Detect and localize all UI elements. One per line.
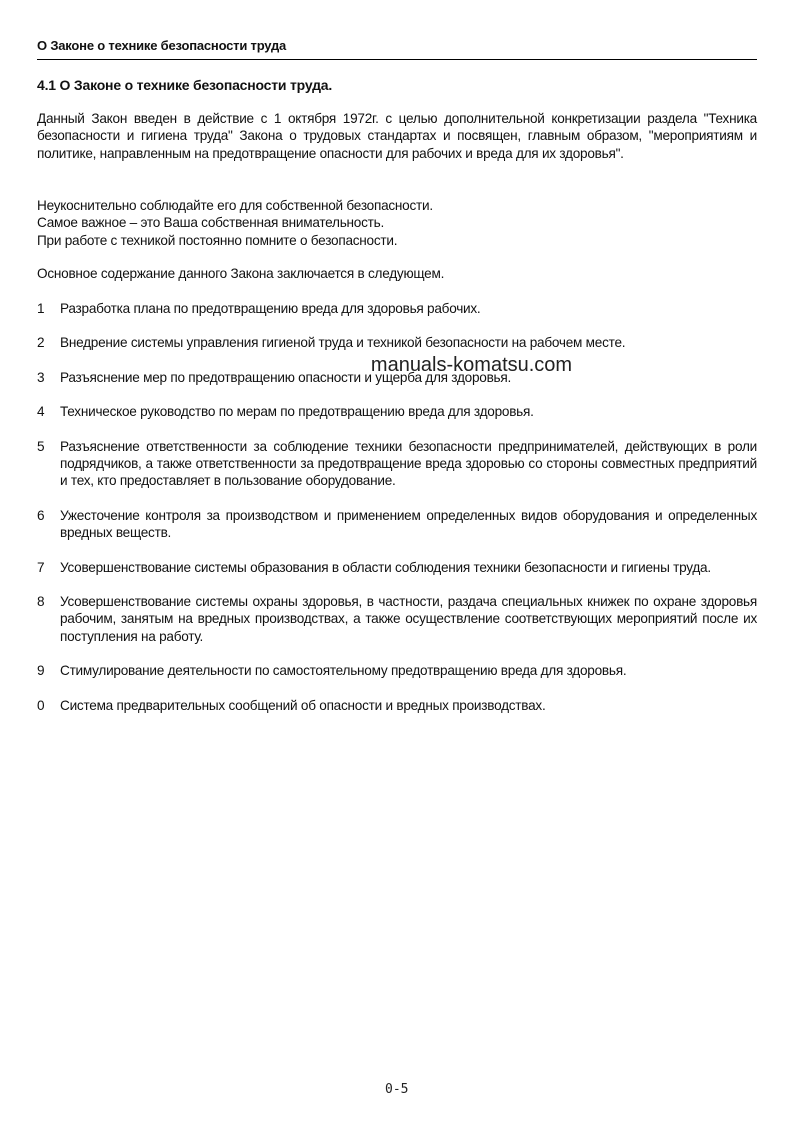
intro-paragraph: Данный Закон введен в действие с 1 октября 1972г. с целью дополнительной конкретизации раздела "Техника безопасности и гигиена труда" Закона о трудовых стандартах и посвящен, главным образом, "мероприятиям и политике, направленным на предотвращение опасности для рабочих и вреда для их здоровья". [37,111,757,161]
list-text: Внедрение системы управления гигиеной труда и техникой безопасности на рабочем месте. [60,335,626,351]
list-text: Система предварительных сообщений об опасности и вредных производствах. [60,697,546,713]
list-number: 9 [37,663,45,679]
list-text: Разъяснение мер по предотвращению опасности и ущерба для здоровья. [60,369,512,385]
header-divider [37,59,757,60]
section-title: 4.1 О Законе о технике безопасности труда. [37,77,333,93]
list-number: 1 [37,301,45,316]
list-text: Усовершенствование системы образования в области соблюдения техники безопасности и гигиены труда. [60,559,711,575]
reminder-line: Самое важное – это Ваша собственная внимательность. [37,215,384,231]
page-number: 0-5 [385,1082,409,1097]
list-item [37,334,757,351]
list-text: Разработка плана по предотвращению вреда для здоровья рабочих. [60,301,481,316]
list-text: Стимулирование деятельности по самостоятельному предотвращению вреда для здоровья. [60,663,627,679]
list-text: Разъяснение ответственности за соблюдение техники безопасности предпринимателей, действующих в роли подрядчиков, а также ответственности за предотвращение вреда здоровью со стороны совместных предприятий и тех, кто предоставляет в пользование оборудование. [60,438,757,489]
reminder-line: При работе с техникой постоянно помните о безопасности. [37,232,398,248]
list-number: 8 [37,594,45,610]
lead-paragraph: Основное содержание данного Закона заключается в следующем. [37,266,445,281]
list-item [37,438,757,490]
list-number: 3 [37,369,45,385]
reminder-line: Неукоснительно соблюдайте его для собственной безопасности. [37,198,433,213]
list-number: 6 [37,507,45,523]
running-header: О Законе о технике безопасности труда [37,38,287,53]
list-item [37,593,757,645]
list-item [37,403,757,420]
list-item [37,559,757,576]
list-number: 5 [37,438,45,454]
list-item [37,507,757,542]
list-number: 4 [37,404,45,420]
list-number: 7 [37,559,45,575]
list-item [37,697,757,714]
list-text: Техническое руководство по мерам по предотвращению вреда для здоровья. [60,404,534,420]
list-item [37,662,757,679]
list-text: Ужесточение контроля за производством и применением определенных видов оборудования и определенных вредных веществ. [60,507,757,541]
reminder-paragraph [37,197,757,249]
list-item [37,300,757,317]
watermark: manuals-komatsu.com [370,354,573,376]
list-number: 0 [37,697,45,713]
list-text: Усовершенствование системы охраны здоровья, в частности, раздача специальных книжек по охране здоровья рабочим, занятым на вредных производствах, а также осуществление соответствующих мероприятий после их поступления на работу. [60,594,757,644]
list-number: 2 [37,335,45,351]
